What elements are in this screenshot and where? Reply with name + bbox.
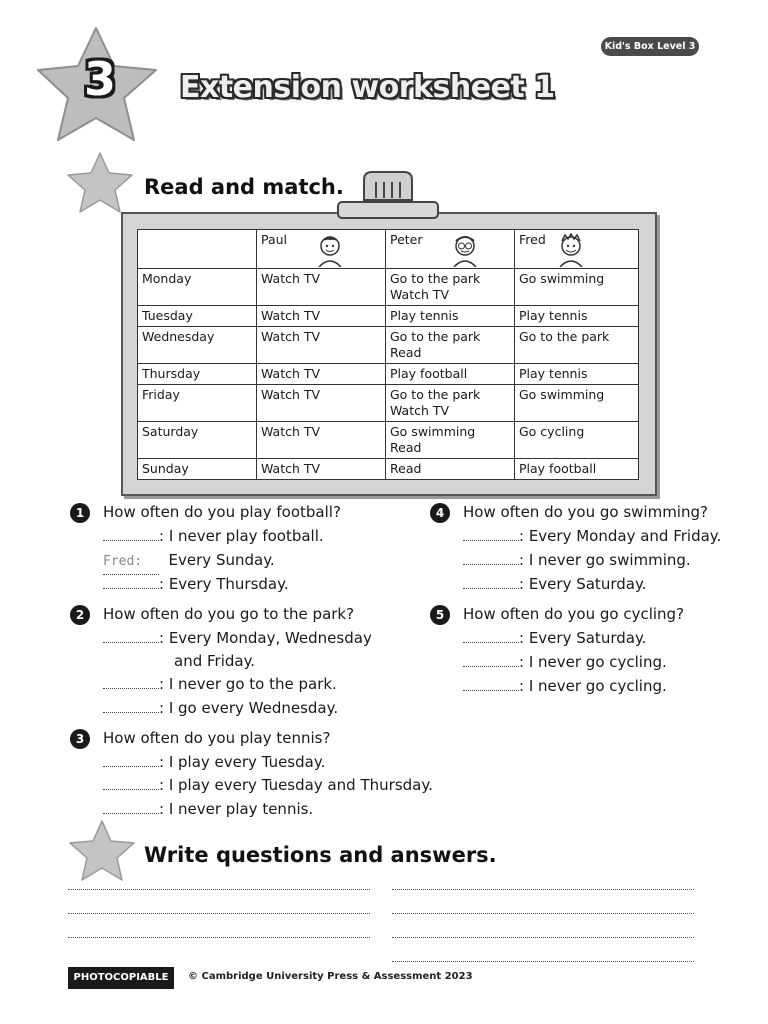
- question-text: How often do you go cycling?: [463, 605, 685, 623]
- table-row: [138, 306, 639, 327]
- writing-line[interactable]: [68, 913, 370, 914]
- table-cell-day: Thursday: [138, 364, 257, 385]
- section-star-icon: [68, 818, 138, 884]
- table-cell-peter: Go swimming Read: [386, 422, 515, 459]
- table-cell-fred: Play tennis: [515, 306, 639, 327]
- answer-row: : I never go cycling.: [463, 674, 667, 698]
- level-badge: Kid's Box Level 3: [601, 37, 699, 56]
- question-text: How often do you play tennis?: [103, 729, 331, 747]
- answer-text: I play every Tuesday.: [168, 753, 326, 771]
- answer-blank[interactable]: [103, 526, 159, 541]
- table-cell-day: Friday: [138, 385, 257, 422]
- table-cell-day: Saturday: [138, 422, 257, 459]
- writing-line[interactable]: [392, 889, 694, 890]
- table-cell-peter: Go to the park Watch TV: [386, 269, 515, 306]
- table-header-paul: [257, 230, 386, 269]
- answer-blank[interactable]: [463, 526, 519, 541]
- answer-row: : Every Saturday.: [463, 626, 646, 650]
- header-label: Fred: [519, 232, 546, 247]
- section-star-icon: [66, 150, 136, 216]
- table-cell-fred: Go cycling: [515, 422, 639, 459]
- table-cell-peter: Go to the park Watch TV: [386, 385, 515, 422]
- answer-row: : I never play football.: [103, 524, 324, 548]
- table-row: [138, 269, 639, 306]
- unit-number: 3: [83, 52, 116, 106]
- writing-line[interactable]: [68, 937, 370, 938]
- answer-text: Every Monday, Wednesday: [168, 629, 372, 647]
- table-header-fred: [515, 230, 639, 269]
- answer-blank[interactable]: [103, 628, 159, 643]
- section-heading-write: Write questions and answers.: [144, 843, 497, 867]
- table-cell-peter: Play football: [386, 364, 515, 385]
- writing-line[interactable]: [392, 913, 694, 914]
- answer-blank[interactable]: [463, 676, 519, 691]
- question-text: How often do you go swimming?: [463, 503, 708, 521]
- table-cell-paul: Watch TV: [257, 306, 386, 327]
- table-header-row: [138, 230, 639, 269]
- answer-blank[interactable]: [103, 574, 159, 589]
- answer-text: Every Saturday.: [528, 629, 647, 647]
- answer-blank[interactable]: [103, 799, 159, 814]
- table-cell-fred: Go to the park: [515, 327, 639, 364]
- answer-text: Every Sunday.: [168, 551, 275, 569]
- answer-blank[interactable]: [463, 628, 519, 643]
- table-cell-paul: Watch TV: [257, 269, 386, 306]
- photocopiable-tag: PHOTOCOPIABLE: [68, 967, 174, 989]
- answer-row: : Every Thursday.: [103, 572, 289, 596]
- answer-text: Every Monday and Friday.: [528, 527, 722, 545]
- table-cell-peter: Go to the park Read: [386, 327, 515, 364]
- answer-text: and Friday.: [174, 652, 256, 670]
- table-row: [138, 364, 639, 385]
- header-label: Peter: [390, 232, 423, 247]
- table-cell-fred: Go swimming: [515, 269, 639, 306]
- answer-text: I go every Wednesday.: [168, 699, 339, 717]
- answer-blank[interactable]: [463, 550, 519, 565]
- answer-row: : I never play tennis.: [103, 797, 313, 821]
- answer-row: : Every Monday, Wednesday: [103, 626, 372, 650]
- answer-row: : I never go cycling.: [463, 650, 667, 674]
- answer-row: : Every Monday and Friday.: [463, 524, 721, 548]
- section-heading-read-match: Read and match.: [144, 175, 344, 199]
- answer-text: Every Thursday.: [168, 575, 289, 593]
- page-title: Extension worksheet 1: [180, 70, 555, 105]
- answer-text: I never play tennis.: [168, 800, 314, 818]
- answer-text: I never go swimming.: [528, 551, 691, 569]
- copyright: © Cambridge University Press & Assessment 2023: [188, 971, 473, 982]
- question-number: 4: [430, 503, 450, 523]
- answer-row: : I play every Tuesday.: [103, 750, 325, 774]
- table-cell-day: Wednesday: [138, 327, 257, 364]
- table-header-peter: [386, 230, 515, 269]
- question-number: 3: [70, 729, 90, 749]
- peter-face-icon: [450, 233, 480, 267]
- table-cell-fred: Go swimming: [515, 385, 639, 422]
- clip-icon: [334, 168, 442, 224]
- table-cell-paul: Watch TV: [257, 385, 386, 422]
- table-cell-paul: Watch TV: [257, 364, 386, 385]
- table-cell-day: Monday: [138, 269, 257, 306]
- table-cell-paul: Watch TV: [257, 327, 386, 364]
- table-cell-peter: Read: [386, 459, 515, 480]
- table-row: [138, 327, 639, 364]
- table-cell-paul: Watch TV: [257, 459, 386, 480]
- question-text: How often do you play football?: [103, 503, 341, 521]
- answer-blank[interactable]: [463, 574, 519, 589]
- table-row: [138, 422, 639, 459]
- answer-blank[interactable]: [103, 698, 159, 713]
- writing-line[interactable]: [68, 889, 370, 890]
- table-cell-day: Sunday: [138, 459, 257, 480]
- table-header-cell: [138, 230, 257, 269]
- answer-text: Every Saturday.: [528, 575, 647, 593]
- table-row: [138, 459, 639, 480]
- answer-row: : Every Saturday.: [463, 572, 646, 596]
- answer-row: : I go every Wednesday.: [103, 696, 338, 720]
- answer-blank[interactable]: [103, 752, 159, 767]
- paul-face-icon: [315, 233, 345, 267]
- writing-line[interactable]: [392, 961, 694, 962]
- filled-answer[interactable]: Fred:: [103, 550, 159, 575]
- table-cell-day: Tuesday: [138, 306, 257, 327]
- question-number: 5: [430, 605, 450, 625]
- answer-text: I play every Tuesday and Thursday.: [168, 776, 433, 794]
- answer-text: I never play football.: [168, 527, 324, 545]
- writing-line[interactable]: [392, 937, 694, 938]
- question-number: 1: [70, 503, 90, 523]
- table-cell-paul: Watch TV: [257, 422, 386, 459]
- answer-row: : I play every Tuesday and Thursday.: [103, 773, 433, 797]
- fred-face-icon: [556, 233, 586, 267]
- answer-blank[interactable]: [463, 652, 519, 667]
- table-cell-fred: Play tennis: [515, 364, 639, 385]
- answer-row: [103, 548, 275, 575]
- header-label: Paul: [261, 232, 288, 247]
- answer-blank[interactable]: [103, 775, 159, 790]
- answer-row: : I never go to the park.: [103, 672, 337, 696]
- table-cell-fred: Play football: [515, 459, 639, 480]
- answer-text: I never go cycling.: [528, 677, 667, 695]
- answer-blank[interactable]: [103, 674, 159, 689]
- question-number: 2: [70, 605, 90, 625]
- answer-row: [174, 649, 255, 673]
- activity-table: [137, 229, 639, 480]
- question-text: How often do you go to the park?: [103, 605, 355, 623]
- answer-row: : I never go swimming.: [463, 548, 691, 572]
- table-cell-peter: Play tennis: [386, 306, 515, 327]
- answer-text: I never go cycling.: [528, 653, 667, 671]
- table-row: [138, 385, 639, 422]
- answer-text: I never go to the park.: [168, 675, 337, 693]
